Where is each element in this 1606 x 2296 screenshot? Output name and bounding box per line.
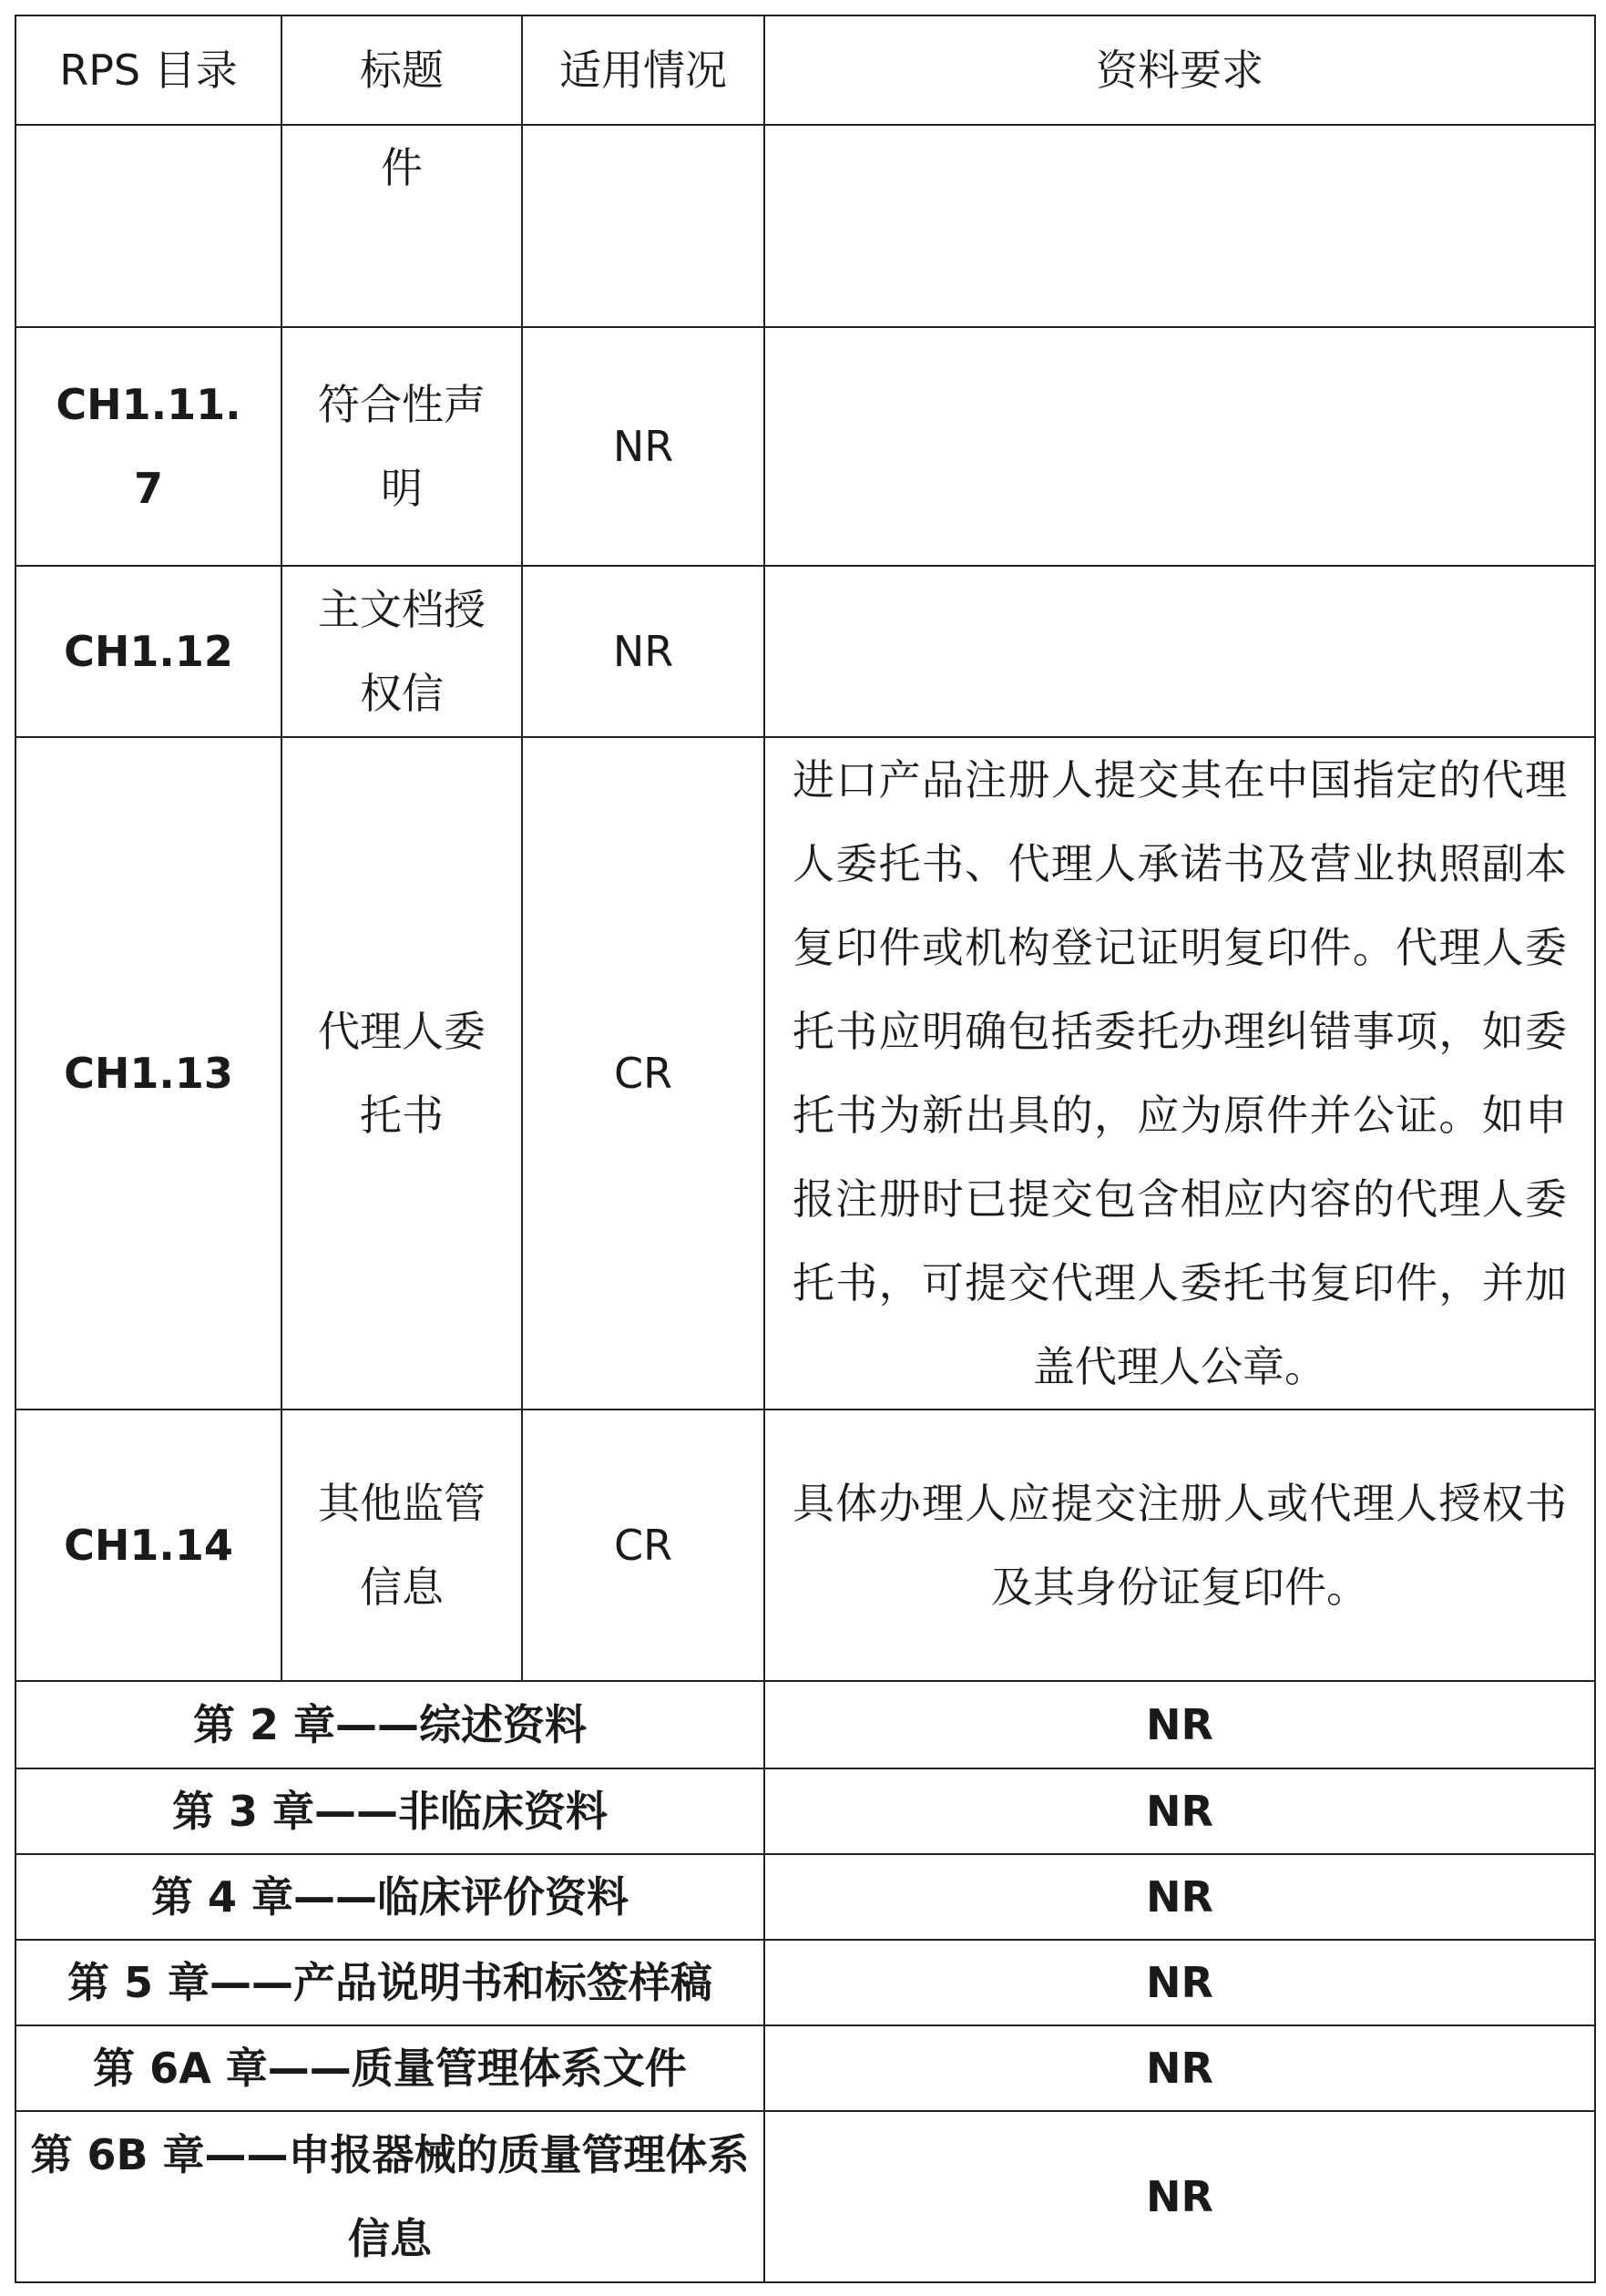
chapter-row: [15, 2111, 1595, 2282]
row-requirements: [764, 327, 1595, 566]
chapter-value: NR: [764, 2111, 1595, 2282]
requirements-table: [15, 15, 1596, 2283]
rps-code: CH1.14: [15, 1409, 281, 1681]
table-row: [15, 566, 1595, 737]
chapter-label: 第 6A 章——质量管理体系文件: [15, 2025, 764, 2111]
chapter-value: NR: [764, 1768, 1595, 1854]
chapter-row: [15, 2025, 1595, 2111]
header-applicability: 适用情况: [522, 15, 764, 125]
row-title: 件: [281, 125, 522, 327]
row-requirements: 进口产品注册人提交其在中国指定的代理人委托书、代理人承诺书及营业执照副本复印件或机构登记证明复印件。代理人委托书应明确包括委托办理纠错事项，如委托书为新出具的，应为原件并公证。如申报注册时已提交包含相应内容的代理人委托书，可提交代理人委托书复印件，并加盖代理人公章。: [764, 737, 1595, 1409]
row-title: 代理人委托书: [281, 737, 522, 1409]
row-applicability: CR: [522, 737, 764, 1409]
row-requirements: 具体办理人应提交注册人或代理人授权书及其身份证复印件。: [764, 1409, 1595, 1681]
rps-code: CH1.12: [15, 566, 281, 737]
chapter-value: NR: [764, 1681, 1595, 1768]
header-title: 标题: [281, 15, 522, 125]
row-applicability: NR: [522, 327, 764, 566]
header-requirements: 资料要求: [764, 15, 1595, 125]
header-rps: RPS 目录: [15, 15, 281, 125]
row-applicability: CR: [522, 1409, 764, 1681]
rps-code: [15, 125, 281, 327]
chapter-value: NR: [764, 2025, 1595, 2111]
row-applicability: NR: [522, 566, 764, 737]
chapter-label: 第 2 章——综述资料: [15, 1681, 764, 1768]
rps-code: CH1.11.7: [15, 327, 281, 566]
row-title: 主文档授权信: [281, 566, 522, 737]
chapter-label: 第 4 章——临床评价资料: [15, 1854, 764, 1940]
chapter-label: 第 5 章——产品说明书和标签样稿: [15, 1940, 764, 2025]
chapter-value: NR: [764, 1940, 1595, 2025]
chapter-row: [15, 1940, 1595, 2025]
rps-code: CH1.13: [15, 737, 281, 1409]
chapter-label: 第 3 章——非临床资料: [15, 1768, 764, 1854]
chapter-value: NR: [764, 1854, 1595, 1940]
row-title: 其他监管信息: [281, 1409, 522, 1681]
table-row: [15, 327, 1595, 566]
table-row: [15, 737, 1595, 1409]
chapter-row: [15, 1681, 1595, 1768]
table-row: [15, 125, 1595, 327]
row-applicability: [522, 125, 764, 327]
chapter-row: [15, 1768, 1595, 1854]
chapter-label: 第 6B 章——申报器械的质量管理体系信息: [15, 2111, 764, 2282]
row-title: 符合性声明: [281, 327, 522, 566]
chapter-row: [15, 1854, 1595, 1940]
row-requirements: [764, 125, 1595, 327]
row-requirements: [764, 566, 1595, 737]
header-row: [15, 15, 1595, 125]
table-row: [15, 1409, 1595, 1681]
